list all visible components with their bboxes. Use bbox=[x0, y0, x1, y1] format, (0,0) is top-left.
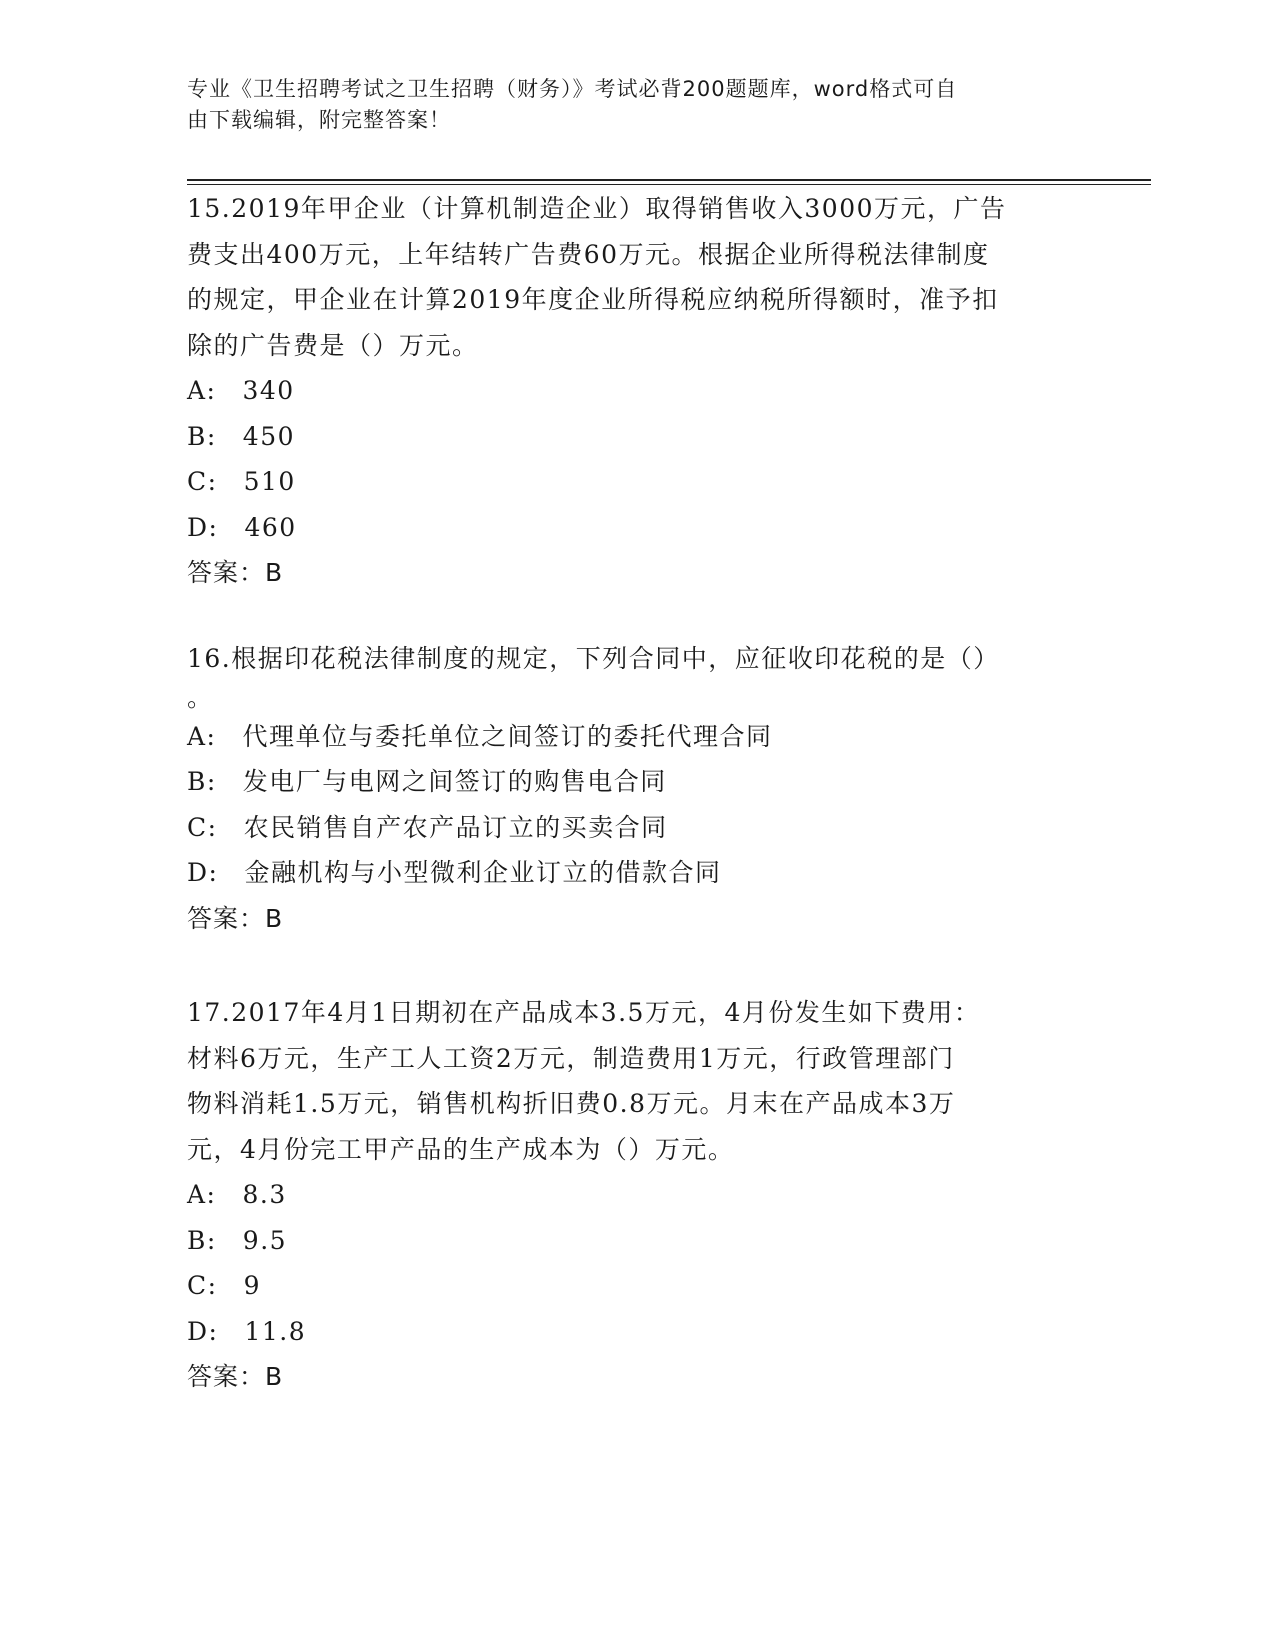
option-letter: C: bbox=[187, 812, 218, 842]
option-text: 450 bbox=[242, 421, 296, 451]
answer-line: 答案：B bbox=[187, 903, 284, 933]
answer-line: 答案：B bbox=[187, 558, 284, 587]
header-divider-thick bbox=[187, 179, 1151, 181]
option-letter: D: bbox=[187, 858, 219, 887]
option-letter: D: bbox=[187, 512, 219, 542]
answer-line: 答案：B bbox=[187, 1362, 284, 1391]
question-16 bbox=[187, 636, 1087, 941]
option-letter: C: bbox=[187, 467, 218, 496]
option-text: 代理单位与委托单位之间签订的委托代理合同 bbox=[242, 721, 773, 751]
question-text: 的规定，甲企业在计算2019年度企业所得税应纳税所得额时，准予扣 bbox=[187, 285, 999, 314]
option-text: 发电厂与电网之间签订的购售电合同 bbox=[242, 767, 667, 796]
question-15 bbox=[187, 186, 1087, 596]
question-17 bbox=[187, 990, 1087, 1400]
question-text: 15.2019年甲企业（计算机制造企业）取得销售收入3000万元，广告 bbox=[187, 194, 1007, 223]
option-text: 8.3 bbox=[242, 1180, 287, 1209]
option-text: 510 bbox=[243, 467, 296, 496]
question-text: 材料6万元，生产工人工资2万元，制造费用1万元，行政管理部门 bbox=[187, 1043, 955, 1073]
option-letter: B: bbox=[187, 421, 217, 451]
question-text: 物料消耗1.5万元，销售机构折旧费0.8万元。月末在产品成本3万 bbox=[187, 1089, 956, 1118]
option-text: 9.5 bbox=[242, 1225, 288, 1255]
option-c bbox=[187, 805, 1087, 851]
question-text: 。 bbox=[187, 682, 214, 712]
question-text: 17.2017年4月1日期初在产品成本3.5万元，4月份发生如下费用： bbox=[187, 998, 981, 1027]
option-letter: D: bbox=[187, 1316, 219, 1346]
question-text: 元，4月份完工甲产品的生产成本为（）万元。 bbox=[187, 1134, 735, 1164]
option-b bbox=[187, 414, 1087, 460]
option-c bbox=[187, 459, 1087, 505]
question-text: 除的广告费是（）万元。 bbox=[187, 330, 479, 360]
option-a bbox=[187, 1172, 1087, 1218]
option-text: 340 bbox=[242, 376, 295, 405]
option-text: 金融机构与小型微利企业订立的借款合同 bbox=[244, 858, 722, 887]
option-d bbox=[187, 850, 1087, 896]
option-b bbox=[187, 759, 1087, 805]
option-text: 460 bbox=[244, 512, 297, 542]
option-a bbox=[187, 714, 1087, 760]
option-d bbox=[187, 1309, 1087, 1355]
header-divider-thin bbox=[187, 184, 1151, 185]
option-letter: A: bbox=[187, 721, 217, 751]
option-text: 11.8 bbox=[244, 1316, 307, 1346]
option-letter: B: bbox=[187, 1225, 217, 1255]
option-letter: A: bbox=[187, 376, 217, 405]
question-text: 费支出400万元，上年结转广告费60万元。根据企业所得税法律制度 bbox=[187, 239, 990, 269]
option-letter: A: bbox=[187, 1180, 217, 1209]
option-text: 9 bbox=[243, 1271, 261, 1300]
option-letter: B: bbox=[187, 767, 217, 796]
header-line-2: 由下载编辑，附完整答案！ bbox=[187, 108, 451, 132]
option-c bbox=[187, 1263, 1087, 1309]
option-b bbox=[187, 1218, 1087, 1264]
option-text: 农民销售自产农产品订立的买卖合同 bbox=[243, 812, 668, 842]
question-text: 16.根据印花税法律制度的规定，下列合同中，应征收印花税的是（） bbox=[187, 644, 1000, 673]
option-a bbox=[187, 368, 1087, 414]
option-letter: C: bbox=[187, 1271, 218, 1300]
header-line-1: 专业《卫生招聘考试之卫生招聘（财务）》考试必背200题题库，word格式可自 bbox=[187, 77, 958, 101]
option-d bbox=[187, 505, 1087, 551]
document-header bbox=[187, 74, 1067, 136]
